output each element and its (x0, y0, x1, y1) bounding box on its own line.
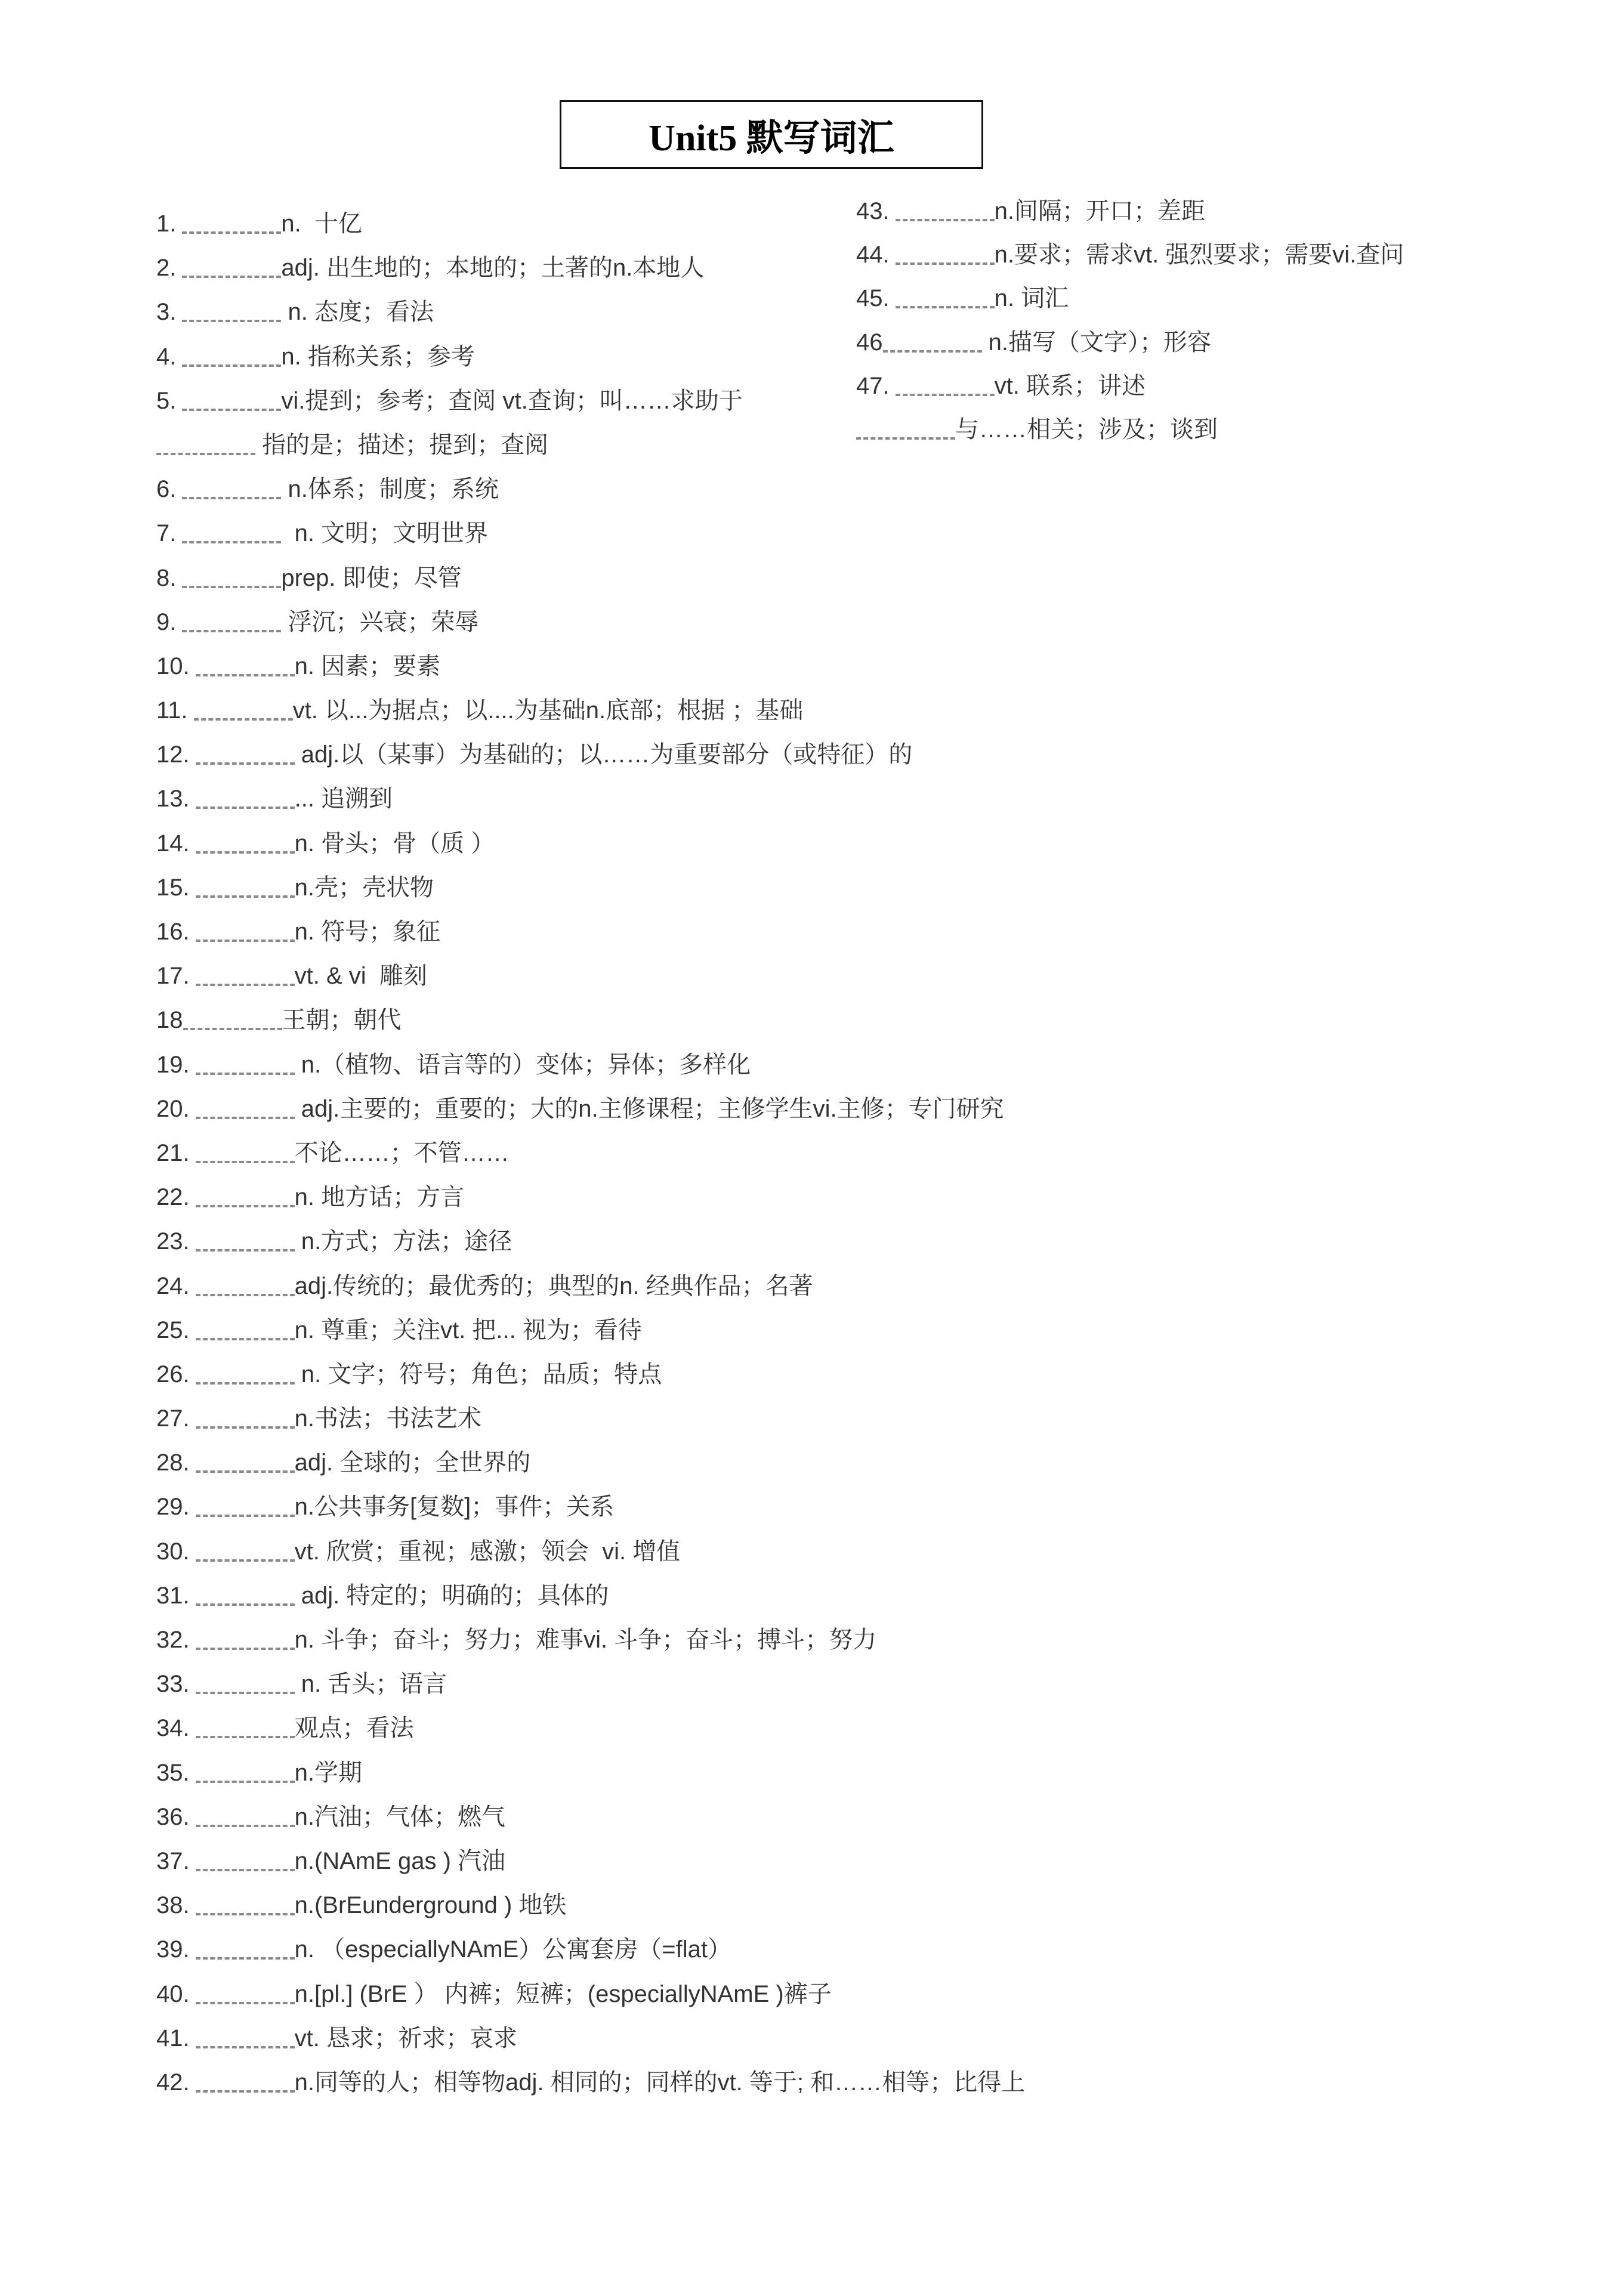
answer-blank[interactable] (196, 762, 295, 765)
vocab-item (156, 998, 1111, 1042)
definition-text: n.间隔；开口；差距 (994, 198, 1205, 224)
answer-blank[interactable] (182, 541, 281, 543)
answer-blank[interactable] (196, 940, 295, 942)
definition-text: n.壳；壳状物 (294, 874, 434, 901)
item-number: 37. (156, 1847, 190, 1874)
definition-text: adj.主要的；重要的；大的n.主修课程；主修学生vi.主修；专门研究 (294, 1095, 1004, 1122)
vocab-item (156, 954, 1111, 998)
definition-text: vt. 欣赏；重视；感激；领会 vi. 增值 (294, 1538, 681, 1565)
definition-text: ... 追溯到 (294, 786, 393, 812)
item-number: 28. (156, 1450, 190, 1476)
definition-text: 指的是；描述；提到；查阅 (255, 431, 549, 458)
vocab-item (856, 321, 1602, 364)
vocab-item (156, 1264, 1111, 1308)
answer-blank[interactable] (196, 1736, 295, 1738)
definition-text: n. 斗争；奋斗；努力；难事vi. 斗争；奋斗；搏斗；努力 (294, 1627, 877, 1653)
page-title: Unit5 默写词汇 (649, 118, 894, 159)
item-number: 34. (156, 1715, 190, 1742)
definition-text: vt. 联系；讲述 (994, 372, 1146, 399)
vocab-item (156, 1087, 1111, 1131)
definition-text: n. （especiallyNAmE）公寓套房（=flat） (294, 1936, 732, 1963)
answer-blank[interactable] (182, 497, 281, 499)
vocab-item (156, 1795, 1111, 1839)
vocab-item (156, 600, 1111, 644)
definition-text: n.[pl.] (BrE ） 内裤；短裤；(especiallyNAmE )裤子 (294, 1980, 832, 2007)
vocab-item (156, 1485, 1111, 1529)
definition-text: n. 因素；要素 (294, 653, 441, 679)
vocab-item (156, 821, 1111, 866)
item-number: 20. (156, 1095, 190, 1122)
answer-blank[interactable] (182, 320, 281, 322)
item-number: 24. (156, 1272, 190, 1299)
vocab-item-continuation (856, 408, 1602, 452)
answer-blank[interactable] (896, 262, 995, 265)
item-number: 17. (156, 963, 190, 990)
vocab-item (156, 511, 1111, 555)
definition-text: n. 态度；看法 (281, 299, 434, 326)
vocab-item (156, 910, 1111, 954)
vocab-item (156, 1839, 1111, 1883)
item-number: 10. (156, 653, 190, 679)
title-box (560, 100, 983, 169)
vocab-item (156, 644, 1111, 688)
item-number: 27. (156, 1405, 190, 1432)
definition-text: n.（植物、语言等的）变体；异体；多样化 (294, 1051, 751, 1078)
answer-blank[interactable] (182, 586, 281, 588)
definition-text: n.书法；书法艺术 (294, 1405, 481, 1432)
item-number: 22. (156, 1184, 190, 1211)
vocab-item (156, 688, 1111, 733)
vocab-item (156, 1219, 1111, 1263)
vocab-item (156, 467, 1111, 511)
definition-text: n. 文明；文明世界 (281, 520, 489, 547)
item-number: 5. (156, 387, 177, 414)
definition-text: adj. 特定的；明确的；具体的 (294, 1582, 609, 1609)
vocab-item (156, 1131, 1111, 1175)
definition-text: n. 尊重；关注vt. 把... 视为；看待 (294, 1317, 642, 1343)
item-number: 11. (156, 697, 188, 724)
item-number: 30. (156, 1538, 190, 1565)
definition-text: n. 舌头；语言 (294, 1671, 447, 1698)
vocab-item (156, 1927, 1111, 1971)
vocab-item (156, 2016, 1111, 2060)
definition-text: n. 词汇 (994, 285, 1069, 312)
definition-text: n.要求；需求vt. 强烈要求；需要vi.查问 (994, 242, 1404, 268)
definition-text: n.同等的人；相等物adj. 相同的；同样的vt. 等于; 和……相等；比得上 (294, 2069, 1026, 2096)
item-number: 40. (156, 1980, 190, 2007)
answer-blank[interactable] (196, 1205, 295, 1207)
answer-blank[interactable] (196, 674, 295, 676)
definition-text: 不论……；不管…… (294, 1139, 510, 1166)
vocab-item (156, 1175, 1111, 1219)
item-number: 13. (156, 786, 190, 812)
definition-text: n. 文字；符号；角色；品质；特点 (294, 1361, 662, 1388)
answer-blank[interactable] (182, 630, 281, 632)
vocab-item (156, 1529, 1111, 1574)
definition-text: n.学期 (294, 1759, 362, 1786)
answer-blank[interactable] (194, 718, 293, 721)
vocab-item (156, 1308, 1111, 1352)
vocab-item (156, 1972, 1111, 2016)
item-number: 33. (156, 1671, 190, 1698)
item-number: 29. (156, 1494, 190, 1521)
answer-blank[interactable] (196, 1382, 295, 1385)
definition-text: n.(BrEunderground ) 地铁 (294, 1892, 567, 1919)
vocab-item (856, 277, 1602, 320)
vocab-item (156, 1751, 1111, 1795)
item-number: 4. (156, 343, 177, 370)
item-number: 15. (156, 874, 190, 901)
item-number: 21. (156, 1139, 190, 1166)
definition-text: n.(NAmE gas ) 汽油 (294, 1847, 506, 1874)
definition-text: n. 十亿 (281, 211, 362, 237)
answer-blank[interactable] (196, 1957, 295, 1960)
item-number: 47. (856, 372, 890, 399)
definition-text: n.公共事务[复数]；事件；关系 (294, 1494, 615, 1521)
answer-blank[interactable] (196, 1869, 295, 1871)
definition-text: 浮沉；兴衰；荣辱 (281, 608, 479, 635)
answer-blank[interactable] (196, 1559, 295, 1562)
answer-blank[interactable] (196, 1648, 295, 1650)
answer-blank[interactable] (196, 1470, 295, 1473)
vocab-item (156, 777, 1111, 821)
definition-text: adj.传统的；最优秀的；典型的n. 经典作品；名著 (294, 1272, 813, 1299)
item-number: 3. (156, 299, 177, 326)
item-number: 14. (156, 830, 190, 857)
item-number: 36. (156, 1803, 190, 1830)
answer-blank[interactable] (196, 2046, 295, 2048)
item-number: 7. (156, 520, 177, 547)
answer-blank[interactable] (196, 1515, 295, 1517)
item-number: 31. (156, 1582, 190, 1609)
answer-blank[interactable] (196, 2002, 295, 2004)
answer-blank[interactable] (182, 231, 281, 234)
item-number: 19. (156, 1051, 190, 1078)
item-number: 42. (156, 2069, 190, 2096)
vocab-item (156, 1618, 1111, 1662)
definition-text: 与……相关；涉及；谈到 (955, 416, 1218, 443)
definition-text: n.汽油；气体；燃气 (294, 1803, 505, 1830)
definition-text: n. 符号；象征 (294, 919, 441, 945)
answer-blank[interactable] (156, 453, 255, 455)
answer-blank[interactable] (196, 984, 295, 986)
vocab-item (156, 1662, 1111, 1706)
definition-text: adj.以（某事）为基础的；以……为重要部分（或特征）的 (294, 741, 913, 768)
answer-blank[interactable] (196, 1913, 295, 1915)
answer-blank[interactable] (196, 1117, 295, 1119)
answer-blank[interactable] (196, 851, 295, 854)
item-number: 18 (156, 1007, 183, 1034)
definition-text: vt. 恳求；祈求；哀求 (294, 2025, 517, 2051)
definition-text: n.体系；制度；系统 (281, 476, 499, 503)
item-number: 45. (856, 285, 890, 312)
item-number: 26. (156, 1361, 190, 1388)
definition-text: vt. 以...为据点；以....为基础n.底部；根据 ；基础 (292, 697, 804, 724)
definition-text: n. 地方话；方言 (294, 1184, 465, 1211)
answer-blank[interactable] (196, 1294, 295, 1296)
vocab-item (156, 1706, 1111, 1750)
item-number: 12. (156, 741, 190, 768)
answer-blank[interactable] (196, 2090, 295, 2093)
definition-text: adj. 出生地的；本地的；土著的n.本地人 (281, 255, 705, 282)
answer-blank[interactable] (196, 895, 295, 898)
item-number: 23. (156, 1228, 190, 1255)
answer-blank[interactable] (196, 1692, 295, 1694)
left-column (156, 202, 1111, 2105)
answer-blank[interactable] (196, 1073, 295, 1075)
vocab-item (856, 233, 1602, 277)
definition-text: adj. 全球的；全世界的 (294, 1450, 531, 1476)
item-number: 32. (156, 1627, 190, 1653)
vocab-item (156, 1574, 1111, 1618)
item-number: 1. (156, 211, 177, 237)
right-column (856, 190, 1602, 452)
vocab-item (156, 1883, 1111, 1927)
vocab-item (156, 1441, 1111, 1485)
definition-text: vt. & vi 雕刻 (294, 963, 427, 990)
item-number: 35. (156, 1759, 190, 1786)
answer-blank[interactable] (196, 806, 295, 809)
answer-blank[interactable] (183, 1028, 282, 1030)
vocab-item (156, 556, 1111, 600)
answer-blank[interactable] (196, 1603, 295, 1606)
definition-text: 王朝；朝代 (282, 1007, 402, 1034)
definition-text: prep. 即使；尽管 (281, 564, 462, 591)
answer-blank[interactable] (883, 350, 982, 353)
vocab-item (856, 190, 1602, 233)
definition-text: 观点；看法 (294, 1715, 414, 1742)
vocab-item (156, 1396, 1111, 1441)
item-number: 38. (156, 1892, 190, 1919)
answer-blank[interactable] (182, 409, 281, 411)
answer-blank[interactable] (896, 219, 995, 221)
vocab-item (156, 866, 1111, 910)
vocab-item (156, 1043, 1111, 1087)
answer-blank[interactable] (896, 306, 995, 308)
answer-blank[interactable] (182, 276, 281, 278)
answer-blank[interactable] (856, 437, 955, 440)
answer-blank[interactable] (196, 1338, 295, 1340)
item-number: 46 (856, 329, 883, 356)
definition-text: n.描写（文字）；形容 (981, 329, 1211, 356)
item-number: 8. (156, 564, 177, 591)
answer-blank[interactable] (896, 394, 995, 396)
item-number: 9. (156, 608, 177, 635)
item-number: 6. (156, 476, 177, 503)
answer-blank[interactable] (196, 1825, 295, 1827)
item-number: 16. (156, 919, 190, 945)
item-number: 44. (856, 242, 890, 268)
answer-blank[interactable] (182, 364, 281, 367)
definition-text: n. 骨头；骨（质 ） (294, 830, 495, 857)
answer-blank[interactable] (196, 1161, 295, 1163)
answer-blank[interactable] (196, 1249, 295, 1251)
definition-text: n.方式；方法；途径 (294, 1228, 512, 1255)
item-number: 39. (156, 1936, 190, 1963)
vocab-item (156, 2060, 1111, 2105)
definition-text: n. 指称关系；参考 (281, 343, 475, 370)
definition-text: vi.提到；参考；查阅 vt.查询；叫……求助于 (281, 387, 743, 414)
item-number: 43. (856, 198, 890, 224)
item-number: 2. (156, 255, 177, 282)
answer-blank[interactable] (196, 1426, 295, 1429)
vocab-item (856, 364, 1602, 408)
vocab-item (156, 1352, 1111, 1396)
item-number: 25. (156, 1317, 190, 1343)
answer-blank[interactable] (196, 1781, 295, 1783)
vocab-item (156, 733, 1111, 777)
item-number: 41. (156, 2025, 190, 2051)
